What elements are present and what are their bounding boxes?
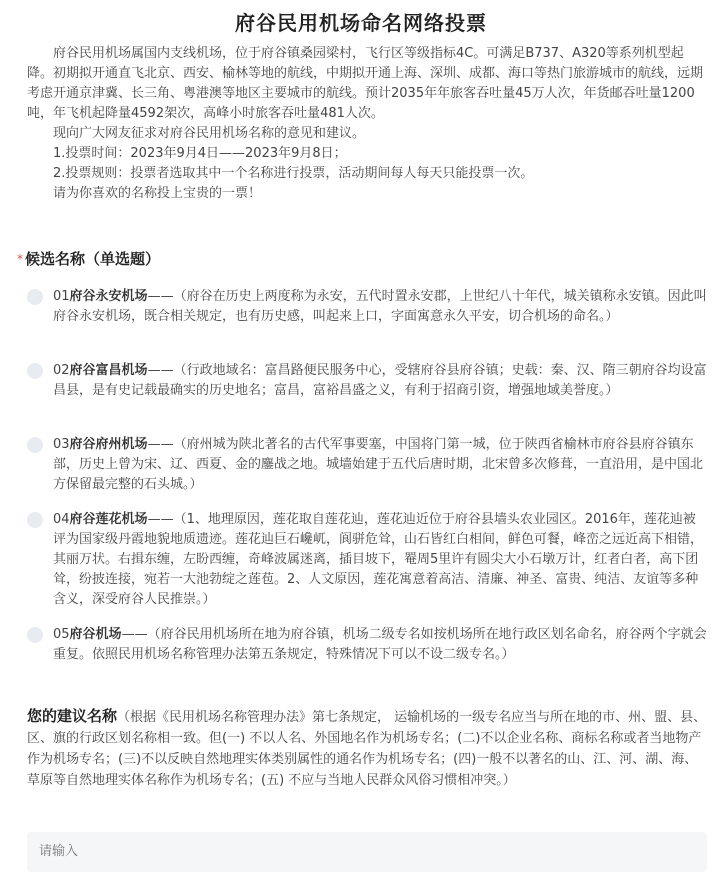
required-mark: * [17, 252, 23, 266]
intro-call: 现向广大网友征求对府谷民用机场名称的意见和建议。 [53, 126, 366, 141]
page-title: 府谷民用机场命名网络投票 [235, 11, 487, 35]
option-number: 03 [53, 437, 70, 452]
option-description: ——（1、地理原因，莲花取自莲花辿，莲花辿近位于府谷县墙头农业园区。2016年，莲花辿被评为国家级丹霞地貌地质遗迹。莲花辿巨石巉屼，阆骈危耸，山石皆红白相间，鲜色可餐，峰峦之远近高下相错，其丽万状。右揖东缠，左盼西缠，奇峰波属迷离，插目坡下，罨周5里许有圆尖大小石墩万计，红者白者，高下团耸，纷披连接，宛若一大池勃绽之莲苞。2、人文原因，莲花寓意着高洁、清廉、神圣、富贵、纯洁、友谊等多种含义，深受府谷人民推崇。） [53, 512, 704, 607]
question-1-label: 候选名称（单选题） [25, 250, 161, 268]
option-name: 府谷莲花机场 [69, 512, 148, 527]
option-description: ——（行政地域名：富昌路便民服务中心，受辖府谷县府谷镇；史载：秦、汉、隋三朝府谷均设富昌县，是有史记载最确实的历史地名；富昌，富裕昌盛之义，有利于招商引资，增强地域美誉度。） [53, 363, 707, 398]
intro-vote-rule: 2.投票规则：投票者选取其中一个名称进行投票，活动期间每人每天只能投票一次。 [53, 166, 534, 181]
option-description: ——（府谷在历史上两度称为永安，五代时置永安郡，上世纪八十年代，城关镇称永安镇。因此叫府谷永安机场，既合相关规定，也有历史感，叫起来上口，字面寓意永久平安，切合机场的命名。） [53, 289, 707, 324]
option-2[interactable] [27, 361, 707, 401]
option-name: 府谷富昌机场 [69, 363, 148, 378]
suggested-name-input[interactable] [27, 832, 707, 872]
radio-button[interactable] [27, 437, 43, 453]
option-name: 府谷机场 [69, 627, 122, 642]
option-name: 府谷府州机场 [69, 437, 148, 452]
option-description: ——（府谷民用机场所在地为府谷镇，机场二级专名如按机场所在地行政区划名命名，府谷两个字就会重复。依照民用机场名称管理办法第五条规定，特殊情况下可以不设二级专名。） [53, 627, 707, 662]
option-description: ——（府州城为陕北著名的古代军事要塞，中国将门第一城，位于陕西省榆林市府谷县府谷镇东部，历史上曾为宋、辽、西夏、金的鏖战之地。城墙始建于五代后唐时期，北宋曾多次修葺，一直沿用，是中国北方保留最完整的石头城。） [53, 437, 704, 492]
question-2-note: （根据《民用机场名称管理办法》第七条规定， 运输机场的一级专名应当与所在地的市、州、盟、县、区、旗的行政区划名称相一致。但(一) 不以人名、外国地名作为机场专名；(二)不以企业名称、商标名称或者当地物产作为机场专名；(三)不以反映自然地理实体类别属性的通名作为机场专名；(四)一般不以著名的山、江、河、湖、海、草原等自然地理实体名称作为机场专名；(五) 不应与当地人民群众风俗习惯相冲突。） [27, 710, 707, 788]
radio-button[interactable] [27, 289, 43, 305]
option-1[interactable] [27, 287, 707, 327]
option-5[interactable] [27, 625, 707, 665]
intro-cta: 请为你喜欢的名称投上宝贵的一票！ [53, 186, 262, 201]
option-name: 府谷永安机场 [69, 289, 148, 304]
intro-section [27, 44, 707, 204]
radio-button[interactable] [27, 363, 43, 379]
radio-button[interactable] [27, 627, 43, 643]
question-2-title: 您的建议名称 [27, 707, 118, 725]
option-3[interactable] [27, 435, 707, 495]
option-number: 04 [53, 512, 70, 527]
intro-paragraph: 府谷民用机场属国内支线机场，位于府谷镇桑园梁村，飞行区等级指标4C。可满足B737、A320等系列机型起降。初期拟开通直飞北京、西安、榆林等地的航线，中期拟开通上海、深圳、成都、海口等热门旅游城市的航线，远期考虑开通京津冀、长三角、粤港澳等地区主要城市的航线。预计2035年年旅客吞吐量45万人次，年货邮吞吐量1200吨，年飞机起降量4592架次，高峰小时旅客吞吐量481人次。 [27, 46, 704, 121]
question-2-header [27, 706, 707, 791]
option-number: 02 [53, 363, 70, 378]
question-1-title [17, 249, 160, 269]
intro-vote-time: 1.投票时间：2023年9月4日——2023年9月8日； [53, 146, 347, 161]
option-number: 05 [53, 627, 70, 642]
option-4[interactable] [27, 510, 707, 610]
option-number: 01 [53, 289, 70, 304]
radio-button[interactable] [27, 512, 43, 528]
